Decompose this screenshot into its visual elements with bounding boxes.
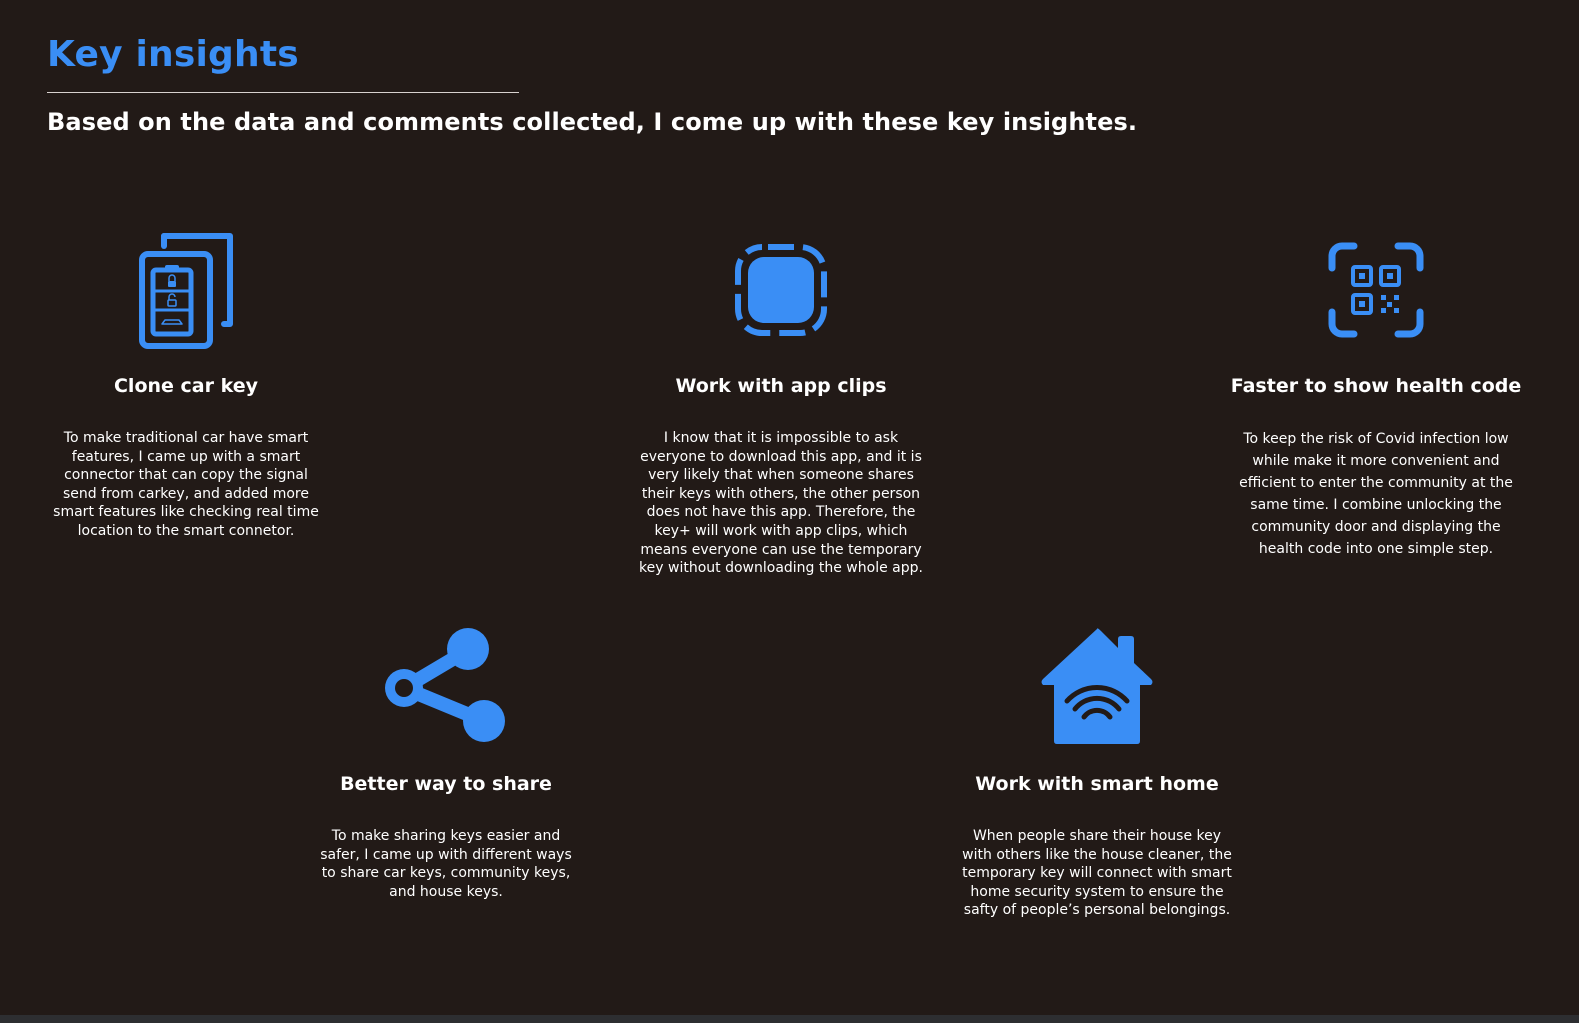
insight-description: To keep the risk of Covid infection low while make it more convenient and efficient to enter the community at the same time. I combine unlocking the community door and displaying the health code into one simple step. <box>1239 431 1513 557</box>
page-title: Key insights <box>47 34 299 75</box>
insight-description: To make sharing keys easier and safer, I came up with different ways to share car keys, community keys, and house keys. <box>320 828 572 900</box>
insight-description: When people share their house key with others like the house cleaner, the temporary key will connect with smart home security system to ensure the safty of people’s personal belongings. <box>962 828 1232 919</box>
qr-code-scan-icon <box>1328 242 1424 338</box>
share-icon <box>384 627 508 745</box>
car-key-cards-icon <box>138 232 234 350</box>
bottom-edge-strip <box>0 1015 1579 1023</box>
insight-title: Faster to show health code <box>1230 375 1522 397</box>
insight-title: Better way to share <box>340 773 552 795</box>
insight-title: Work with app clips <box>675 375 887 397</box>
insight-description: I know that it is impossible to ask everyone to download this app, and it is very likely that when someone shares their keys with others, the other person does not have this app. Therefore, the key+ will work with app clips, which means everyone can use the temporary key without downloading the whole app. <box>639 430 923 577</box>
insight-description: To make traditional car have smart features, I came up with a smart connector that can copy the signal send from carkey, and added more smart features like checking real time location to the smart connetor. <box>53 430 319 539</box>
insight-title: Work with smart home <box>975 773 1219 795</box>
page-subtitle: Based on the data and comments collected, I come up with these key insightes. <box>47 108 1138 136</box>
insight-title: Clone car key <box>113 375 258 397</box>
title-divider <box>47 92 519 93</box>
smart-home-icon <box>1039 627 1155 745</box>
app-clip-icon <box>733 242 829 338</box>
